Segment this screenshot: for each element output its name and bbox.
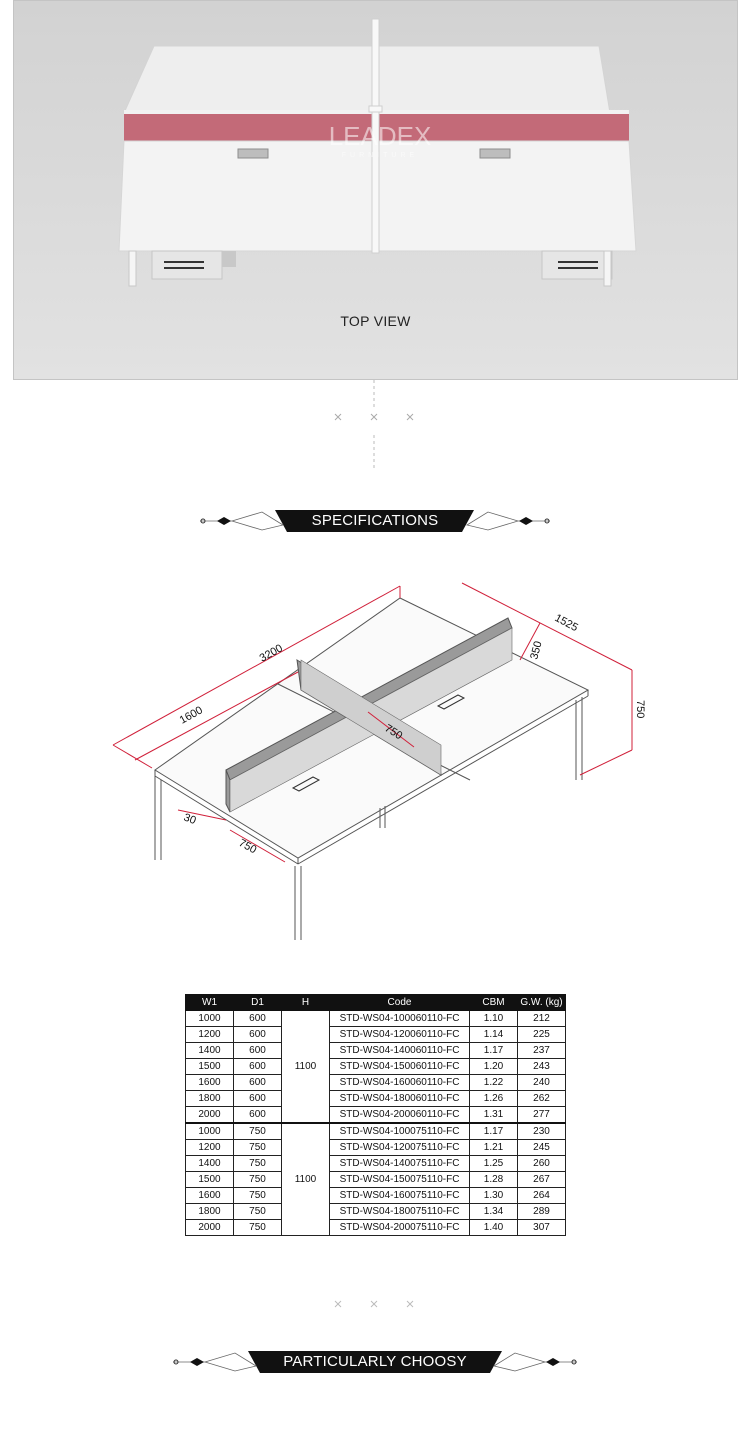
cell-code: STD-WS04-160060110-FC: [330, 1075, 470, 1091]
cell-code: STD-WS04-160075110-FC: [330, 1188, 470, 1204]
cell-gw: 264: [518, 1188, 566, 1204]
dim-desk-width: 1600: [177, 704, 205, 727]
cross-icon: [335, 1301, 413, 1307]
cell-code: STD-WS04-150075110-FC: [330, 1172, 470, 1188]
cell-d1: 600: [234, 1043, 282, 1059]
cell-cbm: 1.21: [470, 1140, 518, 1156]
cell-w1: 1000: [186, 1011, 234, 1027]
cell-code: STD-WS04-140060110-FC: [330, 1043, 470, 1059]
cell-w1: 1600: [186, 1188, 234, 1204]
table-row: [186, 1156, 566, 1172]
cell-d1: 750: [234, 1188, 282, 1204]
cell-code: STD-WS04-150060110-FC: [330, 1059, 470, 1075]
cell-d1: 600: [234, 1075, 282, 1091]
cell-gw: 243: [518, 1059, 566, 1075]
particularly-choosy-title: PARTICULARLY CHOOSY: [283, 1353, 467, 1370]
table-row: [186, 1059, 566, 1075]
table-header-row: [186, 995, 566, 1011]
cell-cbm: 1.17: [470, 1123, 518, 1140]
table-row: [186, 1011, 566, 1027]
cell-d1: 600: [234, 1107, 282, 1124]
cell-code: STD-WS04-120060110-FC: [330, 1027, 470, 1043]
dim-desk-height: 750: [634, 700, 646, 719]
cell-gw: 225: [518, 1027, 566, 1043]
cell-d1: 750: [234, 1123, 282, 1140]
cell-w1: 1200: [186, 1027, 234, 1043]
table-row: [186, 1188, 566, 1204]
cell-gw: 267: [518, 1172, 566, 1188]
cell-w1: 1400: [186, 1043, 234, 1059]
cell-cbm: 1.25: [470, 1156, 518, 1172]
cell-w1: 2000: [186, 1220, 234, 1236]
cell-d1: 750: [234, 1220, 282, 1236]
header-w1: W1: [186, 995, 234, 1011]
cell-d1: 750: [234, 1204, 282, 1220]
cell-gw: 307: [518, 1220, 566, 1236]
section-divider-decoration: [0, 380, 750, 470]
cell-d1: 750: [234, 1140, 282, 1156]
cell-w1: 1500: [186, 1172, 234, 1188]
table-row: [186, 1027, 566, 1043]
cell-gw: 240: [518, 1075, 566, 1091]
dim-screen-height: 350: [528, 639, 545, 661]
cell-gw: 212: [518, 1011, 566, 1027]
cell-code: STD-WS04-120075110-FC: [330, 1140, 470, 1156]
cable-grommet: [238, 149, 268, 158]
table-row: [186, 1204, 566, 1220]
cell-cbm: 1.40: [470, 1220, 518, 1236]
dimension-drawing: [95, 580, 655, 960]
table-row: [186, 1140, 566, 1156]
header-cbm: CBM: [470, 995, 518, 1011]
cell-gw: 289: [518, 1204, 566, 1220]
dim-inner-depth: 750: [382, 722, 405, 743]
header-gw: G.W. (kg): [518, 995, 566, 1011]
cable-grommet: [480, 149, 510, 158]
cell-cbm: 1.17: [470, 1043, 518, 1059]
cell-d1: 600: [234, 1027, 282, 1043]
top-view-photo: [13, 0, 738, 380]
cell-gw: 230: [518, 1123, 566, 1140]
cell-cbm: 1.30: [470, 1188, 518, 1204]
cell-gw: 277: [518, 1107, 566, 1124]
cell-code: STD-WS04-100075110-FC: [330, 1123, 470, 1140]
specifications-title: SPECIFICATIONS: [311, 512, 439, 529]
cell-cbm: 1.22: [470, 1075, 518, 1091]
specifications-banner: [0, 509, 750, 533]
cell-cbm: 1.10: [470, 1011, 518, 1027]
cell-cbm: 1.26: [470, 1091, 518, 1107]
table-row: [186, 1172, 566, 1188]
cell-gw: 262: [518, 1091, 566, 1107]
specifications-table: [185, 994, 566, 1236]
drawer-pedestal: [152, 251, 222, 279]
table-row: [186, 1107, 566, 1124]
cell-d1: 750: [234, 1172, 282, 1188]
header-h: H: [282, 995, 330, 1011]
cell-gw: 237: [518, 1043, 566, 1059]
cell-d1: 600: [234, 1059, 282, 1075]
watermark-subtitle: FURNITURE: [341, 152, 419, 159]
cell-d1: 600: [234, 1011, 282, 1027]
header-code: Code: [330, 995, 470, 1011]
cell-d1: 750: [234, 1156, 282, 1172]
cell-w1: 1200: [186, 1140, 234, 1156]
cell-gw: 260: [518, 1156, 566, 1172]
cell-w1: 1500: [186, 1059, 234, 1075]
cell-h: 1100: [282, 1123, 330, 1236]
cell-w1: 1800: [186, 1204, 234, 1220]
table-row: [186, 1220, 566, 1236]
cell-code: STD-WS04-100060110-FC: [330, 1011, 470, 1027]
table-body: [186, 1011, 566, 1236]
cell-cbm: 1.14: [470, 1027, 518, 1043]
table-row: [186, 1043, 566, 1059]
particularly-choosy-banner: [0, 1350, 750, 1374]
cell-h: 1100: [282, 1011, 330, 1124]
cell-code: STD-WS04-180060110-FC: [330, 1091, 470, 1107]
table-row: [186, 1075, 566, 1091]
cell-w1: 1800: [186, 1091, 234, 1107]
cell-cbm: 1.20: [470, 1059, 518, 1075]
cell-cbm: 1.34: [470, 1204, 518, 1220]
cell-cbm: 1.31: [470, 1107, 518, 1124]
cell-w1: 1600: [186, 1075, 234, 1091]
cell-code: STD-WS04-200075110-FC: [330, 1220, 470, 1236]
cell-code: STD-WS04-140075110-FC: [330, 1156, 470, 1172]
cross-icon: [335, 414, 413, 420]
cell-code: STD-WS04-180075110-FC: [330, 1204, 470, 1220]
cell-w1: 2000: [186, 1107, 234, 1124]
top-view-caption: TOP VIEW: [340, 313, 411, 329]
dim-total-depth: 1525: [552, 612, 580, 635]
cell-cbm: 1.28: [470, 1172, 518, 1188]
cell-code: STD-WS04-200060110-FC: [330, 1107, 470, 1124]
cell-d1: 600: [234, 1091, 282, 1107]
cell-gw: 245: [518, 1140, 566, 1156]
header-d1: D1: [234, 995, 282, 1011]
cell-w1: 1000: [186, 1123, 234, 1140]
dim-gap: 30: [181, 811, 198, 828]
table-row: [186, 1091, 566, 1107]
cell-w1: 1400: [186, 1156, 234, 1172]
watermark-logo: LEADEX: [328, 121, 432, 151]
dim-desk-depth: 750: [236, 837, 259, 857]
drawer-pedestal: [542, 251, 612, 279]
dim-overall-width: 3200: [257, 642, 285, 665]
table-row: [186, 1123, 566, 1140]
section-divider-decoration: [0, 1296, 750, 1312]
